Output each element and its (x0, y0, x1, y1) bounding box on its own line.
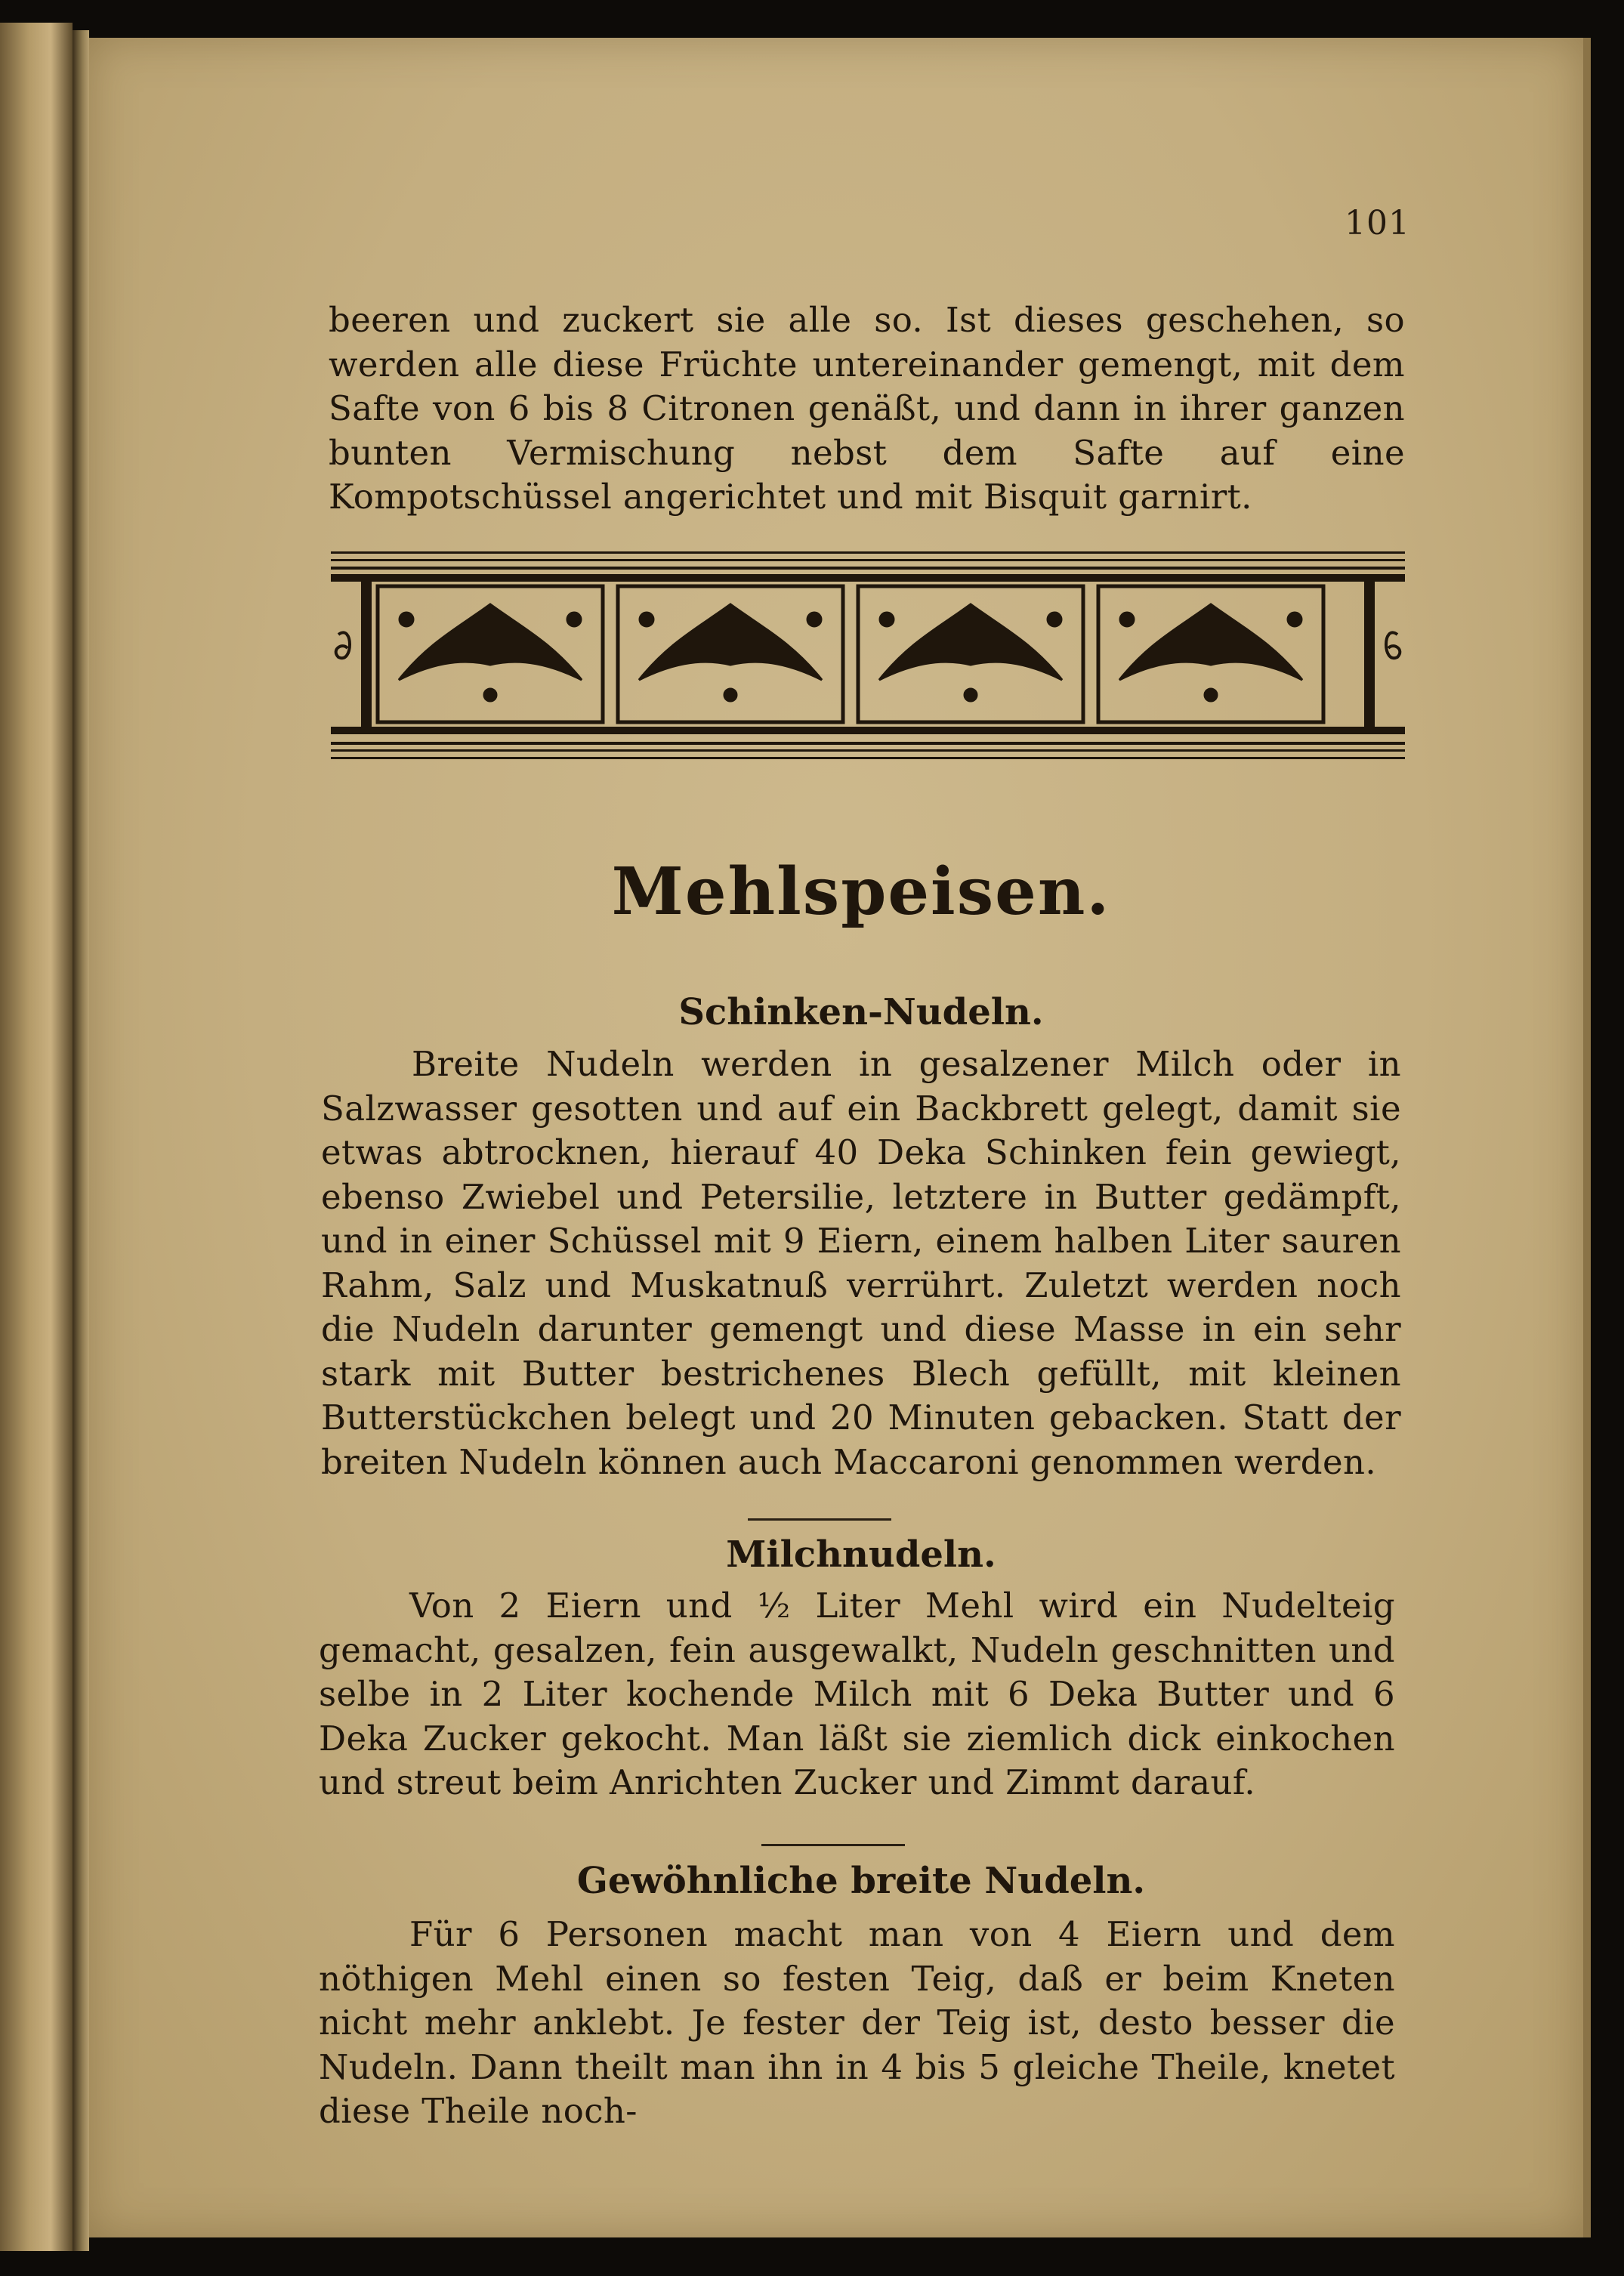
recipe-text-milchnudeln (319, 1584, 1395, 1805)
leaf-scroll-pattern (399, 604, 1302, 701)
recipe-title-milchnudeln: Milchnudeln. (726, 1533, 996, 1576)
recipe-paragraph: Von 2 Eiern und ½ Liter Mehl wird ein Nudelteig gemacht, gesalzen, fein ausgewalkt, Nudeln geschnitten und selbe in 2 Liter kochende Milch mit 6 Deka Butter und 6 Deka Zucker gekocht. Man läßt sie ziemlich dick einkochen und streut beim Anrichten Zucker und Zimmt darauf. (319, 1586, 1395, 1802)
book-gutter (73, 30, 89, 2251)
recipe-title-breite-nudeln: Gewöhnliche breite Nudeln. (576, 1860, 1146, 1902)
section-divider (761, 1844, 905, 1846)
left-page-edge (0, 23, 73, 2251)
intro-paragraph-text: beeren und zuckert sie alle so. Ist dieses geschehen, so werden alle diese Früchte untereinander gemengt, mit dem Safte von 6 bis 8 Citronen genäßt, und dann in ihrer ganzen bunten Vermischung nebst dem Safte auf eine Kompotschüssel angerichtet und mit Bisquit garnirt. (329, 300, 1405, 517)
chapter-title: Mehlspeisen. (611, 854, 1111, 930)
decorative-border (331, 551, 1405, 763)
recipe-text-schinken-nudeln (321, 1042, 1401, 1484)
recipe-paragraph: Breite Nudeln werden in gesalzener Milch oder in Salzwasser gesotten und auf ein Backbrett gelegt, damit sie etwas abtrocknen, hierauf 40 Deka Schinken fein gewiegt, ebenso Zwiebel und Petersilie, letztere in Butter gedämpft, und in einer Schüssel mit 9 Eiern, einem halben Liter sauren Rahm, Salz und Muskatnuß verrührt. Zuletzt werden noch die Nudeln darunter gemengt und diese Masse in ein sehr stark mit Butter bestrichenes Blech gefüllt, mit kleinen Butterstückchen belegt und 20 Minuten gebacken. Statt der breiten Nudeln können auch Maccaroni genommen werden. (321, 1044, 1401, 1482)
section-divider (748, 1518, 891, 1521)
recipe-title-schinken-nudeln: Schinken-Nudeln. (678, 991, 1044, 1033)
intro-paragraph (329, 298, 1405, 520)
recipe-text-breite-nudeln (319, 1913, 1395, 2134)
recipe-paragraph: Für 6 Personen macht man von 4 Eiern und dem nöthigen Mehl einen so festen Teig, daß er beim Kneten nicht mehr anklebt. Je fester der Teig ist, desto besser die Nudeln. Dann theilt man ihn in 4 bis 5 gleiche Theile, knetet diese Theile noch- (319, 1914, 1395, 2131)
page-number: 101 (1345, 204, 1410, 242)
